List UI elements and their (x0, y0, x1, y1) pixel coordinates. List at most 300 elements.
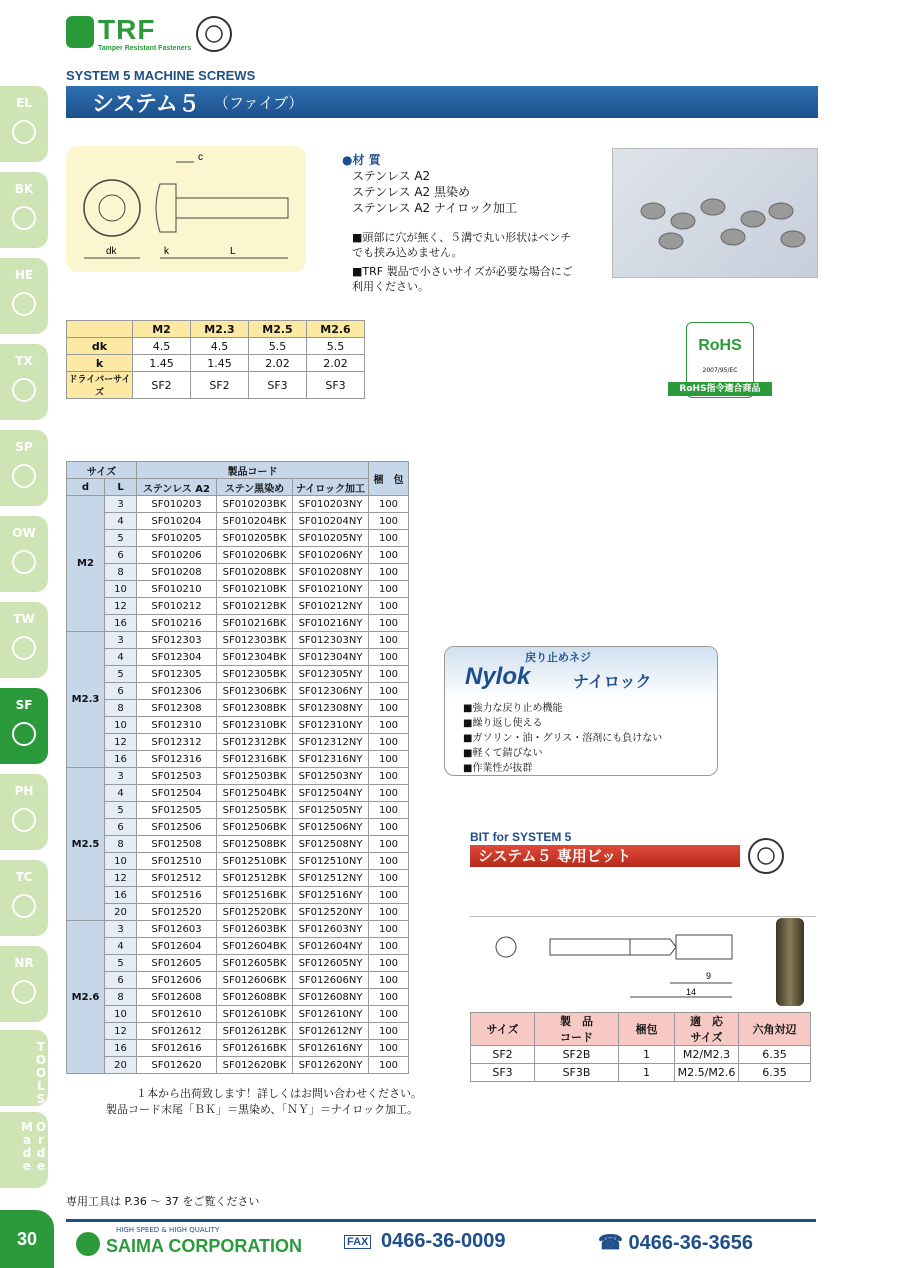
bit-cell: SF2B (535, 1046, 619, 1064)
code-cell: SF012516NY (293, 887, 369, 904)
code-cell: SF012512BK (217, 870, 293, 887)
pack-cell: 100 (369, 972, 409, 989)
bit-cell: 1 (619, 1046, 675, 1064)
code-cell: SF010205BK (217, 530, 293, 547)
spec-col: M2 (133, 321, 191, 338)
header-ny: ナイロック加工 (293, 479, 369, 496)
code-cell: SF012620BK (217, 1057, 293, 1074)
length-cell: 5 (105, 802, 137, 819)
section-subtitle: SYSTEM 5 MACHINE SCREWS (66, 68, 256, 83)
length-cell: 5 (105, 530, 137, 547)
table-row (67, 581, 409, 598)
spec-cell: 5.5 (249, 338, 307, 355)
length-cell: 12 (105, 1023, 137, 1040)
star-icon (12, 206, 36, 230)
code-cell: SF010210BK (217, 581, 293, 598)
brand-tagline: Tamper Resistant Fasteners (98, 45, 192, 52)
table-row (67, 853, 409, 870)
size-cell: M2.6 (67, 921, 105, 1074)
bit-cell: SF3B (535, 1064, 619, 1082)
code-cell: SF012510 (137, 853, 217, 870)
code-cell: SF012505BK (217, 802, 293, 819)
code-cell: SF010212BK (217, 598, 293, 615)
code-cell: SF012610NY (293, 1006, 369, 1023)
side-tab-label: TW (13, 612, 35, 626)
pack-cell: 100 (369, 598, 409, 615)
length-cell: 6 (105, 972, 137, 989)
pack-cell: 100 (369, 938, 409, 955)
code-cell: SF012616 (137, 1040, 217, 1057)
side-tab-label: TOOLS (34, 1039, 48, 1105)
length-cell: 20 (105, 1057, 137, 1074)
code-cell: SF010206NY (293, 547, 369, 564)
code-cell: SF010203NY (293, 496, 369, 513)
code-cell: SF010208NY (293, 564, 369, 581)
spec-corner (67, 321, 133, 338)
code-cell: SF012604BK (217, 938, 293, 955)
pack-cell: 100 (369, 1023, 409, 1040)
code-cell: SF012516BK (217, 887, 293, 904)
bit-header: 製 品 コード (535, 1013, 619, 1046)
tri-wing-icon (12, 636, 36, 660)
code-cell: SF012506NY (293, 819, 369, 836)
trf-logo-icon (66, 16, 94, 48)
header-bk: ステン黒染め (217, 479, 293, 496)
code-cell: SF010208 (137, 564, 217, 581)
spec-row-label: ドライバーサイズ (67, 372, 133, 399)
table-row (67, 717, 409, 734)
side-tab-ow[interactable] (0, 516, 48, 592)
table-row (67, 649, 409, 666)
code-cell: SF012520 (137, 904, 217, 921)
pack-cell: 100 (369, 819, 409, 836)
table-row (67, 938, 409, 955)
pack-cell: 100 (369, 802, 409, 819)
screw-drawing (66, 146, 306, 272)
code-cell: SF010216NY (293, 615, 369, 632)
code-cell: SF012316 (137, 751, 217, 768)
table-row (67, 870, 409, 887)
code-cell: SF010210NY (293, 581, 369, 598)
feature-item: ■繰り返し使える (463, 718, 543, 729)
code-cell: SF012605NY (293, 955, 369, 972)
note: ■TRF 製品で小さいサイズが必要な場合にご利用ください。 (352, 265, 573, 293)
side-tab-sf[interactable] (0, 688, 48, 764)
spec-col: M2.6 (307, 321, 365, 338)
code-cell: SF012512NY (293, 870, 369, 887)
pack-cell: 100 (369, 751, 409, 768)
length-cell: 10 (105, 717, 137, 734)
code-cell: SF012605 (137, 955, 217, 972)
bit-cell: 1 (619, 1064, 675, 1082)
pack-cell: 100 (369, 513, 409, 530)
pack-cell: 100 (369, 785, 409, 802)
code-cell: SF012620NY (293, 1057, 369, 1074)
code-cell: SF012308 (137, 700, 217, 717)
nylok-brand: Nylok (465, 663, 531, 690)
code-cell: SF012506 (137, 819, 217, 836)
size-cell: M2 (67, 496, 105, 632)
length-cell: 4 (105, 785, 137, 802)
material-item: ステンレス A2 黒染め (352, 185, 470, 199)
pack-cell: 100 (369, 955, 409, 972)
code-cell: SF010212NY (293, 598, 369, 615)
bit-header: 適 応 サイズ (675, 1013, 739, 1046)
header-ss: ステンレス A2 (137, 479, 217, 496)
pack-cell: 100 (369, 1040, 409, 1057)
triangle-icon (12, 120, 36, 144)
bit-table (470, 1012, 811, 1082)
length-cell: 4 (105, 513, 137, 530)
torx-icon (12, 378, 36, 402)
code-cell: SF010203 (137, 496, 217, 513)
length-cell: 10 (105, 853, 137, 870)
code-cell: SF010205NY (293, 530, 369, 547)
pack-cell: 100 (369, 870, 409, 887)
code-cell: SF012505NY (293, 802, 369, 819)
code-cell: SF012312BK (217, 734, 293, 751)
feature-item: ■強力な戻り止め機能 (463, 703, 563, 714)
side-tab-tools[interactable] (0, 1030, 48, 1106)
pack-cell: 100 (369, 530, 409, 547)
footer-divider (66, 1219, 816, 1222)
tel-number-block (598, 1230, 753, 1255)
snake-eye-icon (12, 464, 36, 488)
page-number: 30 (0, 1210, 54, 1268)
code-cell: SF012510BK (217, 853, 293, 870)
hex-icon (12, 292, 36, 316)
pack-cell: 100 (369, 547, 409, 564)
side-tab-nr[interactable] (0, 946, 48, 1022)
code-cell: SF012604 (137, 938, 217, 955)
feature-item: ■ガソリン・油・グリス・溶剤にも負けない (463, 733, 663, 744)
table-row (67, 496, 409, 513)
table-row (67, 887, 409, 904)
header-pack: 梱 包 (369, 462, 409, 496)
table-row (67, 547, 409, 564)
spec-cell: 5.5 (307, 338, 365, 355)
pack-cell: 100 (369, 700, 409, 717)
code-cell: SF012603BK (217, 921, 293, 938)
table-row (67, 1023, 409, 1040)
code-cell: SF012316BK (217, 751, 293, 768)
code-cell: SF010210 (137, 581, 217, 598)
rohs-text: RoHS (698, 337, 742, 354)
length-cell: 3 (105, 632, 137, 649)
pack-cell: 100 (369, 1057, 409, 1074)
code-cell: SF012616NY (293, 1040, 369, 1057)
spec-col: M2.3 (191, 321, 249, 338)
code-cell: SF012603NY (293, 921, 369, 938)
side-tab-label: TC (15, 870, 33, 884)
side-tab-el[interactable] (0, 86, 48, 162)
code-cell: SF012505 (137, 802, 217, 819)
code-cell: SF012306NY (293, 683, 369, 700)
torx-center-icon (12, 894, 36, 918)
pack-cell: 100 (369, 649, 409, 666)
section-title-bar (66, 86, 818, 118)
code-cell: SF012503NY (293, 768, 369, 785)
length-cell: 8 (105, 700, 137, 717)
pack-cell: 100 (369, 496, 409, 513)
tel-number: 0466-36-3656 (628, 1232, 754, 1254)
table-row (67, 972, 409, 989)
pack-cell: 100 (369, 921, 409, 938)
spec-cell: SF3 (307, 372, 365, 399)
pack-cell: 100 (369, 904, 409, 921)
code-cell: SF012310BK (217, 717, 293, 734)
table-row (67, 1040, 409, 1057)
header-size: サイズ (67, 462, 137, 479)
spec-row-label: k (67, 355, 133, 372)
code-cell: SF010206 (137, 547, 217, 564)
pack-cell: 100 (369, 683, 409, 700)
side-tab-tw[interactable] (0, 602, 48, 678)
tools-note: 専用工具は P.36 〜 37 をご覧ください (66, 1195, 260, 1208)
length-cell: 8 (105, 836, 137, 853)
length-cell: 16 (105, 751, 137, 768)
code-cell: SF012508 (137, 836, 217, 853)
code-cell: SF012510NY (293, 853, 369, 870)
pack-cell: 100 (369, 853, 409, 870)
notes (352, 230, 582, 294)
pack-cell: 100 (369, 887, 409, 904)
side-tab-tx[interactable] (0, 344, 48, 420)
pack-cell: 100 (369, 564, 409, 581)
table-row (67, 615, 409, 632)
table-row (67, 734, 409, 751)
table-row (67, 802, 409, 819)
code-cell: SF012612BK (217, 1023, 293, 1040)
code-cell: SF012305 (137, 666, 217, 683)
length-cell: 20 (105, 904, 137, 921)
side-tab-ph[interactable] (0, 774, 48, 850)
pack-cell: 100 (369, 632, 409, 649)
code-cell: SF012520NY (293, 904, 369, 921)
one-way-icon (12, 550, 36, 574)
side-tab-label: TX (15, 354, 33, 368)
code-cell: SF012616BK (217, 1040, 293, 1057)
bit-cell: SF3 (471, 1064, 535, 1082)
table-row (67, 751, 409, 768)
code-cell: SF012303BK (217, 632, 293, 649)
spec-cell: 1.45 (191, 355, 249, 372)
table-row (67, 598, 409, 615)
side-tab-orde-made[interactable] (0, 1112, 48, 1188)
code-cell: SF012310NY (293, 717, 369, 734)
note: ■頭部に穴が無く、５溝で丸い形状はペンチでも挟み込めません。 (352, 231, 572, 259)
bit-photo (776, 918, 804, 1006)
code-cell: SF012304 (137, 649, 217, 666)
code-cell: SF012603 (137, 921, 217, 938)
length-cell: 16 (105, 887, 137, 904)
code-cell: SF012508NY (293, 836, 369, 853)
header-code: 製品コード (137, 462, 369, 479)
side-tab-he[interactable] (0, 258, 48, 334)
length-cell: 3 (105, 921, 137, 938)
table-row (67, 921, 409, 938)
table-row (67, 904, 409, 921)
code-cell: SF010204NY (293, 513, 369, 530)
code-cell: SF012306BK (217, 683, 293, 700)
code-cell: SF012310 (137, 717, 217, 734)
phone-icon: ☎ (598, 1232, 623, 1254)
length-cell: 3 (105, 768, 137, 785)
side-tab-label: SF (15, 698, 33, 712)
c-label: c (198, 152, 203, 163)
system5-icon (12, 722, 36, 746)
table-row (67, 700, 409, 717)
side-tab-label: PH (14, 784, 34, 798)
length-cell: 4 (105, 938, 137, 955)
code-cell: SF012512 (137, 870, 217, 887)
footnote: １本から出荷致します！詳しくはお問い合わせください。 (136, 1087, 422, 1100)
length-cell: 6 (105, 547, 137, 564)
table-row (67, 513, 409, 530)
table-row (67, 530, 409, 547)
length-label: L (230, 246, 236, 257)
side-tab-label: NR (14, 956, 34, 970)
spec-row-label: dk (67, 338, 133, 355)
side-tab-label: EL (16, 96, 32, 110)
spec-cell: SF3 (249, 372, 307, 399)
length-cell: 12 (105, 734, 137, 751)
phillips-icon (12, 808, 36, 832)
side-tab-sp[interactable] (0, 430, 48, 506)
product-code-table (66, 461, 409, 1074)
header-L: L (105, 479, 137, 496)
material-item: ステンレス A2 ナイロック加工 (352, 201, 517, 215)
length-cell: 6 (105, 819, 137, 836)
header-d: d (67, 479, 105, 496)
fax-number-block (344, 1230, 506, 1253)
material-block (342, 152, 517, 216)
table-row (67, 632, 409, 649)
k-label: k (164, 246, 169, 257)
size-cell: M2.3 (67, 632, 105, 768)
bit-recess-icon (746, 836, 786, 876)
dim-9: 9 (706, 971, 712, 981)
length-cell: 5 (105, 955, 137, 972)
code-cell: SF012605BK (217, 955, 293, 972)
spec-cell: 4.5 (133, 338, 191, 355)
nylok-box (444, 646, 718, 776)
table-row (67, 666, 409, 683)
spec-table (66, 320, 365, 399)
length-cell: 8 (105, 564, 137, 581)
length-cell: 12 (105, 870, 137, 887)
code-cell: SF012305NY (293, 666, 369, 683)
code-cell: SF012508BK (217, 836, 293, 853)
rohs-caption: RoHS指令適合商品 (668, 382, 772, 396)
table-row (67, 1006, 409, 1023)
rohs-year: 2007/95/EC (702, 367, 738, 374)
table-row (67, 785, 409, 802)
pack-cell: 100 (369, 836, 409, 853)
pack-cell: 100 (369, 717, 409, 734)
code-cell: SF010204 (137, 513, 217, 530)
code-cell: SF012620 (137, 1057, 217, 1074)
size-cell: M2.5 (67, 768, 105, 921)
saima-logo-icon (76, 1232, 100, 1256)
dim-14: 14 (686, 987, 697, 997)
pack-cell: 100 (369, 666, 409, 683)
code-cell: SF012308NY (293, 700, 369, 717)
bit-cell: SF2 (471, 1046, 535, 1064)
dk-label: dk (106, 246, 117, 257)
code-cell: SF012308BK (217, 700, 293, 717)
code-cell: SF010203BK (217, 496, 293, 513)
pack-cell: 100 (369, 581, 409, 598)
side-tab-bk[interactable] (0, 172, 48, 248)
product-photo (612, 148, 818, 278)
bit-subtitle: BIT for SYSTEM 5 (470, 830, 572, 844)
material-item: ステンレス A2 (352, 169, 431, 183)
pack-cell: 100 (369, 1006, 409, 1023)
length-cell: 8 (105, 989, 137, 1006)
code-cell: SF012606NY (293, 972, 369, 989)
side-tab-tc[interactable] (0, 860, 48, 936)
spec-cell: SF2 (133, 372, 191, 399)
table-row (67, 989, 409, 1006)
code-cell: SF012506BK (217, 819, 293, 836)
table-row (67, 683, 409, 700)
code-cell: SF012608BK (217, 989, 293, 1006)
bit-header: サイズ (471, 1013, 535, 1046)
code-cell: SF012608 (137, 989, 217, 1006)
page-title: システム５ (92, 91, 200, 117)
footnote: 製品コード末尾「ＢＫ」＝黒染め、「ＮＹ」＝ナイロック加工。 (106, 1103, 419, 1116)
bit-cell: 6.35 (739, 1064, 811, 1082)
bit-cell: 6.35 (739, 1046, 811, 1064)
length-cell: 10 (105, 1006, 137, 1023)
nylok-brand-kana: ナイロック (573, 672, 652, 691)
system5-recess-icon (194, 14, 234, 54)
material-title: ●材 質 (342, 153, 381, 167)
code-cell: SF012304NY (293, 649, 369, 666)
code-cell: SF012606 (137, 972, 217, 989)
length-cell: 12 (105, 598, 137, 615)
code-cell: SF012520BK (217, 904, 293, 921)
table-row (67, 819, 409, 836)
spec-cell: SF2 (191, 372, 249, 399)
spec-cell: 1.45 (133, 355, 191, 372)
pack-cell: 100 (369, 989, 409, 1006)
side-tab-label: OW (12, 526, 36, 540)
length-cell: 16 (105, 615, 137, 632)
code-cell: SF012312NY (293, 734, 369, 751)
code-cell: SF012503BK (217, 768, 293, 785)
code-cell: SF012610BK (217, 1006, 293, 1023)
pack-cell: 100 (369, 615, 409, 632)
code-cell: SF012504NY (293, 785, 369, 802)
company-tagline: HIGH SPEED & HIGH QUALITY (116, 1226, 220, 1234)
spec-col: M2.5 (249, 321, 307, 338)
code-cell: SF012504BK (217, 785, 293, 802)
length-cell: 4 (105, 649, 137, 666)
code-cell: SF010205 (137, 530, 217, 547)
code-cell: SF012304BK (217, 649, 293, 666)
code-cell: SF012612NY (293, 1023, 369, 1040)
length-cell: 16 (105, 1040, 137, 1057)
code-cell: SF010206BK (217, 547, 293, 564)
code-cell: SF010216 (137, 615, 217, 632)
code-cell: SF012305BK (217, 666, 293, 683)
side-tab-label: SP (15, 440, 33, 454)
code-cell: SF012303 (137, 632, 217, 649)
code-cell: SF012504 (137, 785, 217, 802)
table-row (67, 836, 409, 853)
